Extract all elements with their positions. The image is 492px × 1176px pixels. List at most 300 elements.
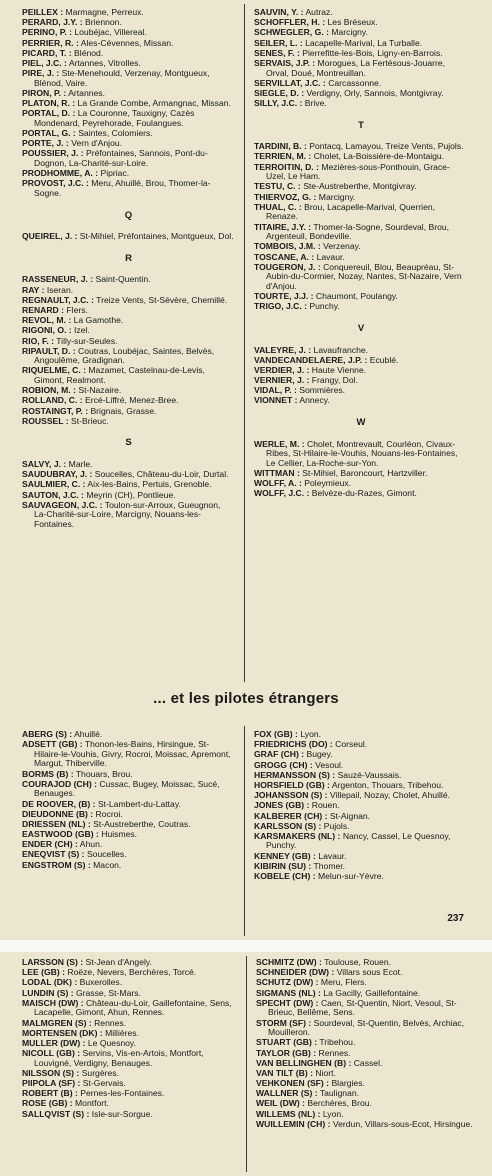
pilot-places: Berchères, Brou. xyxy=(307,1098,372,1109)
column-divider xyxy=(244,4,245,682)
pilot-places: Frangy, Dol. xyxy=(311,375,358,386)
pilot-entry xyxy=(22,99,235,109)
pilot-entry xyxy=(254,812,468,822)
pilot-name: TERRIEN, M. : xyxy=(254,151,312,162)
pilot-places: Château-du-Loir, Gaillefontaine, Sens, Lacapelle, Gimont, Ahun, Rennes. xyxy=(34,997,232,1018)
pilot-entry xyxy=(254,193,468,203)
pilot-name: ROSTAINGT, P. : xyxy=(22,405,89,416)
pilot-name: SAUVIN, Y. : xyxy=(254,7,304,17)
pilot-places: Aix-les-Bains, Pertuis, Grenoble. xyxy=(87,479,212,490)
pilot-entry xyxy=(22,830,235,840)
pilot-places: Soucelles. xyxy=(86,849,127,860)
pilot-entry xyxy=(254,203,468,222)
pilot-entry xyxy=(22,740,235,769)
pilot-name: WEIL (DW) : xyxy=(256,1098,306,1109)
pilot-places: Toulouse, Rouen. xyxy=(324,957,391,967)
pilot-entry xyxy=(254,292,468,302)
pilot-name: MALMGREN (S) : xyxy=(22,1017,92,1028)
pilot-places: Blargies. xyxy=(331,1078,365,1089)
pilot-places: Sourdeval, St-Quentin, Belvès, Archiac, Mouilleron. xyxy=(268,1017,465,1038)
pilot-name: NICOLL (GB) : xyxy=(22,1048,81,1059)
section-letter: R xyxy=(125,252,132,264)
pilot-places: Ste-Austreberthe, Montgivray. xyxy=(303,181,417,192)
pilot-places: Les Bréseux. xyxy=(327,17,378,28)
pilot-name: RIQUELME, C. : xyxy=(22,365,86,376)
pilot-name: REGNAULT, J.C. : xyxy=(22,294,94,305)
pilot-places: Rocroi. xyxy=(95,808,123,819)
pilot-places: Tribehou. xyxy=(319,1037,356,1048)
pilot-places: Conquereuil, Blou, Beaupréau, St-Aubin-du-Cormier, Nozay, Nantes, St-Nazaire, Vern d'Anjou. xyxy=(266,261,462,291)
pilot-places: Ahuillé. xyxy=(74,729,103,739)
pilot-entry xyxy=(22,470,235,480)
pilot-entry xyxy=(22,780,235,799)
pilot-entry xyxy=(254,346,468,356)
pilot-entry xyxy=(254,89,468,99)
column-top-right xyxy=(254,8,468,500)
pilot-places: Caen, St-Quentin, Niort, Vesoul, St-Brieuc, Bellême, Sens. xyxy=(268,997,457,1018)
pilot-name: HORSFIELD (GB) : xyxy=(254,779,330,790)
pilot-name: SALVY, J. : xyxy=(22,459,67,469)
pilot-name: TESTU, C. : xyxy=(254,181,301,192)
pilot-name: HERMANSSON (S) : xyxy=(254,769,336,780)
pilot-places: La Grande Combe, Armangnac, Missan. xyxy=(77,98,231,109)
pilot-name: THIERVOZ, G. : xyxy=(254,191,317,202)
pilot-entry xyxy=(254,223,468,242)
pilot-entry xyxy=(254,59,468,78)
pilot-places: Haute Vienne. xyxy=(311,364,367,375)
pilot-places: Saintes, Colomiers. xyxy=(78,128,153,139)
pilot-entry xyxy=(254,479,468,489)
pilot-entry xyxy=(22,149,235,168)
pilot-places: Montfort. xyxy=(75,1098,109,1109)
pilot-name: SENES, F. : xyxy=(254,47,300,58)
pilot-places: Servins, Vis-en-Artois, Montfort, Louvigné, Verdigny, Benauges. xyxy=(34,1048,204,1068)
pilot-places: Meyrin (CH), Pontlieue. xyxy=(86,489,176,500)
pilot-entry xyxy=(256,1120,476,1130)
pilot-name: ROSE (GB) : xyxy=(22,1098,73,1109)
pilot-places: Lyon. xyxy=(322,1108,344,1119)
pilot-entry xyxy=(22,730,235,740)
pilot-places: Mezières-sous-Ponthouin, Grace-Uzel, Le Ham. xyxy=(266,161,450,182)
pilot-places: Rennes. xyxy=(94,1017,127,1028)
pilot-places: Rouen. xyxy=(311,800,340,811)
pilot-places: Macon. xyxy=(93,859,122,870)
pilot-places: Thomer-la-Sogne, Sourdeval, Brou, Argenteuil, Bondeville. xyxy=(266,221,450,242)
pilot-entry xyxy=(22,296,235,306)
pilot-entry xyxy=(22,810,235,820)
pilot-name: SCHWEGLER, G. : xyxy=(254,27,329,38)
pilot-entry xyxy=(22,396,235,406)
pilot-name: PROVOST, J.C. : xyxy=(22,178,89,189)
pilot-places: Annecy. xyxy=(299,395,330,406)
pilot-places: Loubéjac, Villereal. xyxy=(74,27,147,38)
pilot-name: PORTAL, G. : xyxy=(22,128,76,139)
pilot-entry xyxy=(254,740,468,750)
pilot-name: KENNEY (GB) : xyxy=(254,850,316,861)
pilot-entry xyxy=(254,832,468,851)
pilot-places: Cholet, Montrevault, Courléon, Civaux-Ribes, St-Hilaire-le-Vouhis, Nouans-les-Fontaines, Le Cellier, La-Roche-sur-Yon. xyxy=(266,438,458,468)
column-top-left xyxy=(22,8,235,530)
pilot-entry xyxy=(256,1059,476,1069)
pilot-name: RIPAULT, D. : xyxy=(22,345,76,356)
pilot-entry xyxy=(254,771,468,781)
pilot-entry xyxy=(22,18,235,28)
pilot-entry xyxy=(22,407,235,417)
pilot-places: Marle. xyxy=(68,459,93,469)
pilot-places: Le Quesnoy. xyxy=(87,1037,136,1048)
page-lower xyxy=(0,952,492,1176)
pilot-entry xyxy=(254,79,468,89)
pilot-name: SERVILLAT, J.C. : xyxy=(254,77,326,88)
pilot-places: Corseul. xyxy=(335,739,368,750)
pilot-name: KALBERER (CH) : xyxy=(254,810,328,821)
pilot-places: Isle-sur-Sorgue. xyxy=(91,1108,153,1119)
pilot-name: TAYLOR (GB) : xyxy=(256,1047,317,1058)
pilot-entry xyxy=(22,820,235,830)
pilot-places: Huismes. xyxy=(101,829,138,840)
pilot-entry xyxy=(22,89,235,99)
pilot-name: DIEUDONNE (B) : xyxy=(22,808,94,819)
pilot-name: KIBIRIN (SU) : xyxy=(254,860,312,871)
pilot-entry xyxy=(256,968,476,978)
pilot-name: SAUVAGEON, J.C. : xyxy=(22,499,103,510)
section-letter: T xyxy=(358,119,364,131)
pilot-name: PRODHOMME, A. : xyxy=(22,168,99,179)
pilot-name: SALLQVIST (S) : xyxy=(22,1108,90,1119)
column-divider xyxy=(244,726,245,936)
pilot-entry xyxy=(22,316,235,326)
pilot-entry xyxy=(22,1069,242,1079)
pilot-places: La Couronne, Tauxigny, Cazès Mondenard, Peyrehorade, Foulangues. xyxy=(34,108,195,128)
pilot-entry xyxy=(22,386,235,396)
pilot-entry xyxy=(22,59,235,69)
pilot-name: PIRE, J. : xyxy=(22,68,60,79)
pilot-name: ABERG (S) : xyxy=(22,729,73,739)
pilot-entry xyxy=(254,730,468,740)
pilot-entry xyxy=(254,376,468,386)
pilot-name: PORTE, J. : xyxy=(22,138,69,149)
pilot-entry xyxy=(22,480,235,490)
pilot-name: PEILLEX : xyxy=(22,7,64,17)
pilot-name: DRIESSEN (NL) : xyxy=(22,818,91,829)
pilot-entry xyxy=(22,275,235,285)
pilot-name: VAN TILT (B) : xyxy=(256,1067,313,1078)
pilot-places: Punchy. xyxy=(309,301,340,312)
pilot-entry xyxy=(22,366,235,385)
pilot-places: Niort. xyxy=(315,1067,336,1078)
pilot-name: VEHKONEN (SF) : xyxy=(256,1078,330,1089)
pilot-places: Verdun, Villars-sous-Ecot, Hirsingue. xyxy=(332,1118,473,1129)
pilot-name: SAUDUBRAY, J. : xyxy=(22,469,93,480)
pilot-name: LUNDIN (S) : xyxy=(22,987,74,998)
pilot-name: SIEGLE, D. : xyxy=(254,87,305,98)
pilot-places: Thonon-les-Bains, Hirsingue, St-Hilaire-le-Vouhis, Givry, Rocroi, Moissac, Apremont, Margut, Thiberville. xyxy=(34,739,231,769)
pilot-places: Vern d'Anjou. xyxy=(71,138,123,149)
pilot-entry xyxy=(22,109,235,128)
pilot-entry xyxy=(256,1099,476,1109)
pilot-entry xyxy=(22,501,235,530)
pilot-entry xyxy=(22,861,235,871)
pilot-places: St-Jean d'Angely. xyxy=(85,957,152,967)
pilot-places: Izel. xyxy=(74,325,90,336)
pilot-entry xyxy=(254,872,468,882)
pilot-name: JONES (GB) : xyxy=(254,800,310,811)
pilot-name: ROBERT (B) : xyxy=(22,1088,78,1099)
pilot-name: DE ROOVER, (B) : xyxy=(22,798,96,809)
pilot-name: POUSSIER, J. : xyxy=(22,148,84,159)
pilot-name: ENDER (CH) : xyxy=(22,839,78,850)
pilot-places: Flers. xyxy=(66,304,88,315)
pilot-name: LEE (GB) : xyxy=(22,967,65,978)
pilot-places: Brignais, Grasse. xyxy=(90,405,157,416)
pilot-places: Chaumont, Poulangy. xyxy=(315,291,398,302)
pilot-places: Treize Vents, St-Sévère, Chemillé. xyxy=(96,294,228,305)
pilot-entry xyxy=(254,302,468,312)
pilot-name: MULLER (DW) : xyxy=(22,1037,86,1048)
pilot-places: Brive. xyxy=(304,98,327,109)
pilot-name: WILLEMS (NL) : xyxy=(256,1108,321,1119)
pilot-entry xyxy=(254,356,468,366)
pilot-places: Tilly-sur-Seules. xyxy=(56,335,118,346)
pilot-entry xyxy=(256,1069,476,1079)
pilot-places: Poleymieux. xyxy=(304,478,352,489)
pilot-entry xyxy=(22,337,235,347)
pilot-places: Marmagne, Perreux. xyxy=(65,7,144,17)
pilot-entry xyxy=(22,989,242,999)
pilot-name: FRIEDRICHS (DO) : xyxy=(254,739,333,750)
page-number: 237 xyxy=(447,913,464,924)
pilot-entry xyxy=(254,781,468,791)
pilot-name: KARSMAKERS (NL) : xyxy=(254,830,341,841)
pilot-entry xyxy=(254,253,468,263)
pilot-entry xyxy=(254,366,468,376)
pilot-name: VALEYRE, J. : xyxy=(254,344,312,355)
pilot-entry xyxy=(22,1099,242,1109)
pilot-name: KOBELE (CH) : xyxy=(254,871,316,882)
pilot-entry xyxy=(256,989,476,999)
pilot-places: Carcassonne. xyxy=(328,77,382,88)
pilot-name: BORMS (B) : xyxy=(22,768,74,779)
pilot-places: Préfontaines, Sannois, Pont-du-Dognon, La-Charité-sur-Loire. xyxy=(34,148,208,169)
pilot-entry xyxy=(256,1019,476,1038)
pilot-places: Sommières. xyxy=(299,385,346,396)
pilot-name: FOX (GB) : xyxy=(254,729,298,739)
pilot-places: Autraz. xyxy=(305,7,333,17)
pilot-places: Grasse, St-Mars. xyxy=(75,987,141,998)
pilot-entry xyxy=(254,49,468,59)
pilot-name: PERARD, J.Y. : xyxy=(22,17,83,28)
pilot-name: WALLNER (S) : xyxy=(256,1088,318,1099)
pilot-name: SCHNEIDER (DW) : xyxy=(256,967,335,978)
pilot-name: PICARD, T. : xyxy=(22,47,72,58)
pilot-name: SCHMITZ (DW) : xyxy=(256,957,322,967)
pilot-places: Lavaur. xyxy=(316,251,345,262)
pilot-places: Marcigny. xyxy=(331,27,368,38)
pilot-places: St-Aignan. xyxy=(329,810,371,821)
pilot-places: St-Austreberthe, Coutras. xyxy=(93,818,191,829)
pilot-name: ROLLAND, C. : xyxy=(22,395,83,406)
pilot-places: Toulon-sur-Arroux, Gueugnon, La-Charité-sur-Loire, Marcigny, Nouans-les-Fontaines. xyxy=(34,499,221,529)
pilot-name: VERDIER, J. : xyxy=(254,364,310,375)
pilot-entry xyxy=(22,840,235,850)
page-gap xyxy=(0,940,492,952)
pilot-name: STORM (SF) : xyxy=(256,1017,312,1028)
pilot-places: Vesoul. xyxy=(315,759,344,770)
pilot-entry xyxy=(22,1089,242,1099)
pilot-entry xyxy=(254,852,468,862)
pilot-places: Millières. xyxy=(105,1027,139,1038)
pilot-entry xyxy=(22,8,235,18)
pilot-places: Briennon. xyxy=(85,17,122,28)
pilot-entry xyxy=(254,761,468,771)
pilot-entry xyxy=(256,999,476,1018)
pilot-entry xyxy=(22,139,235,149)
pilot-name: RAY : xyxy=(22,284,45,295)
pilot-name: PIRON, P. : xyxy=(22,87,67,98)
pilot-places: Ste-Menehould, Verzenay, Montgueux, Blénod, Vaire. xyxy=(34,68,210,88)
pilot-places: Blénod. xyxy=(74,47,104,58)
pilot-name: ENGSTROM (S) : xyxy=(22,859,91,870)
pilot-name: SILLY, J.C. : xyxy=(254,98,303,109)
pilot-places: Surgères. xyxy=(81,1067,119,1078)
pilot-name: SIGMANS (NL) : xyxy=(256,987,321,998)
pilot-name: VAN BELLINGHEN (B) : xyxy=(256,1057,352,1068)
pilot-entry xyxy=(254,489,468,499)
pilot-entry xyxy=(254,862,468,872)
pilot-places: Pierrefitte-les-Bois, Ligny-en-Barrois. xyxy=(302,47,443,58)
pilot-places: St-Lambert-du-Lattay. xyxy=(97,798,181,809)
pilot-entry xyxy=(256,958,476,968)
pilot-entry xyxy=(22,770,235,780)
pilot-name: SERVAIS, J.P. : xyxy=(254,57,316,68)
pilot-places: Ecublé. xyxy=(369,354,399,365)
column-divider xyxy=(246,956,247,1172)
pilot-name: PLATON, R. : xyxy=(22,98,76,109)
pilot-name: SCHUTZ (DW) : xyxy=(256,977,319,988)
pilot-entry xyxy=(22,958,242,968)
pilot-places: Saint-Quentin. xyxy=(95,274,151,285)
pilot-places: Coutras, Loubéjac, Saintes, Belvès, Angoulême, Gradignan. xyxy=(34,345,215,366)
column-foreign-left xyxy=(22,730,235,871)
pilot-name: PERRIER, R. : xyxy=(22,37,79,48)
pilot-places: Villepail, Nozay, Cholet, Ahuillé. xyxy=(329,790,450,801)
pilot-entry xyxy=(254,396,468,406)
pilot-places: Artannes. xyxy=(68,87,105,98)
pilot-entry xyxy=(22,1029,242,1039)
pilot-name: WERLE, M. : xyxy=(254,438,305,449)
pilot-entry xyxy=(22,491,235,501)
pilot-name: MAISCH (DW) : xyxy=(22,997,84,1008)
pilot-places: Pipriac. xyxy=(100,168,130,179)
pilot-places: Buxerolles. xyxy=(79,977,123,988)
pilot-entry xyxy=(22,129,235,139)
pilot-entry xyxy=(22,232,235,242)
pilot-places: Verdigny, Orly, Sannois, Montgivray. xyxy=(306,87,444,98)
pilot-name: GROGG (CH) : xyxy=(254,759,313,770)
pilot-name: EASTWOOD (GB) : xyxy=(22,829,99,840)
pilot-places: Cussac, Bugey, Moissac, Sucé, Benauges. xyxy=(34,778,220,799)
pilot-name: WOLFF, A. : xyxy=(254,478,302,489)
pilot-entry xyxy=(22,179,235,198)
pilot-places: Thomer. xyxy=(313,860,346,871)
pilot-name: SAULMIER, C. : xyxy=(22,479,86,490)
column-bottom-left xyxy=(22,958,242,1120)
pilot-entry xyxy=(22,1079,242,1089)
pilot-entry xyxy=(256,1089,476,1099)
pilot-name: THUAL, C. : xyxy=(254,201,302,212)
pilot-entry xyxy=(22,968,242,978)
pilot-name: VERNIER, J. : xyxy=(254,375,310,386)
pilot-entry xyxy=(254,386,468,396)
pilot-places: Ahun. xyxy=(79,839,103,850)
pilot-name: TITAIRE, J.Y. : xyxy=(254,221,312,232)
pilot-entry xyxy=(22,417,235,427)
pilot-entry xyxy=(22,69,235,88)
pilot-places: La Gacilly, Gaillefontaine. xyxy=(323,987,421,998)
pilot-entry xyxy=(254,182,468,192)
pilot-entry xyxy=(22,978,242,988)
pilot-places: Lavaufranche. xyxy=(313,344,369,355)
pilot-name: RIO, F. : xyxy=(22,335,54,346)
pilot-entry xyxy=(22,1039,242,1049)
pilot-places: La Gamothe. xyxy=(73,315,124,326)
pilot-places: Meru, Ahuillé, Brou, Thomer-la-Sogne. xyxy=(34,178,211,198)
pilot-name: NILSSON (S) : xyxy=(22,1067,80,1078)
pilot-places: Roëze, Nevers, Berchères, Torcé. xyxy=(67,967,197,978)
pilot-name: TOUGERON, J. : xyxy=(254,261,321,272)
pilot-name: WOLFF, J.C. : xyxy=(254,488,310,499)
pilot-name: PIEL, J.C. : xyxy=(22,57,67,68)
foreign-pilots-title: ... et les pilotes étrangers xyxy=(153,690,339,707)
section-letter: W xyxy=(356,417,366,429)
pilot-places: Cassel. xyxy=(353,1057,383,1068)
pilot-entry xyxy=(22,1110,242,1120)
pilot-name: MORTENSEN (DK) : xyxy=(22,1027,103,1038)
pilot-places: Argenton, Thouars, Tribehou. xyxy=(331,779,444,790)
pilot-entry xyxy=(22,39,235,49)
pilot-name: COURAJOD (CH) : xyxy=(22,778,97,789)
pilot-places: St-Brieuc. xyxy=(71,415,109,426)
pilot-name: ADSETT (GB) : xyxy=(22,739,83,750)
pilot-name: SCHOFFLER, H. : xyxy=(254,17,326,28)
pilot-places: Morogues, La Fertésous-Jouarre, Orval, Doué, Montreuillan. xyxy=(266,57,446,78)
section-letter: S xyxy=(125,437,132,449)
pilot-places: Taulignan. xyxy=(319,1088,360,1099)
pilot-entry xyxy=(254,18,468,28)
pilot-name: LODAL (DK) : xyxy=(22,977,78,988)
pilot-entry xyxy=(256,1038,476,1048)
pilot-entry xyxy=(22,306,235,316)
pilot-places: St-Nazaire. xyxy=(78,385,122,396)
pilot-name: GRAF (CH) : xyxy=(254,749,305,760)
pilot-name: RENARD : xyxy=(22,304,65,315)
pilot-places: Ales-Cévennes, Missan. xyxy=(80,37,174,48)
pilot-places: Villars sous Ecot. xyxy=(336,967,403,978)
pilot-name: PORTAL, D. : xyxy=(22,108,76,119)
pilot-entry xyxy=(254,152,468,162)
pilot-entry xyxy=(22,169,235,179)
pilot-places: Belvèze-du-Razes, Gimont. xyxy=(311,488,417,499)
pilot-places: Nancy, Cassel, Le Quesnoy, Punchy. xyxy=(266,830,451,851)
pilot-entry xyxy=(22,28,235,38)
pilot-entry xyxy=(254,801,468,811)
pilot-places: Lavaur. xyxy=(318,850,347,861)
pilot-places: Rennes. xyxy=(318,1047,351,1058)
pilot-places: Soucelles, Château-du-Loir, Durtal. xyxy=(94,469,229,480)
pilot-name: REVOL, M. : xyxy=(22,315,72,326)
pilot-places: Pernes-les-Fontaines. xyxy=(80,1088,165,1099)
pilot-name: SPECHT (DW) : xyxy=(256,997,319,1008)
